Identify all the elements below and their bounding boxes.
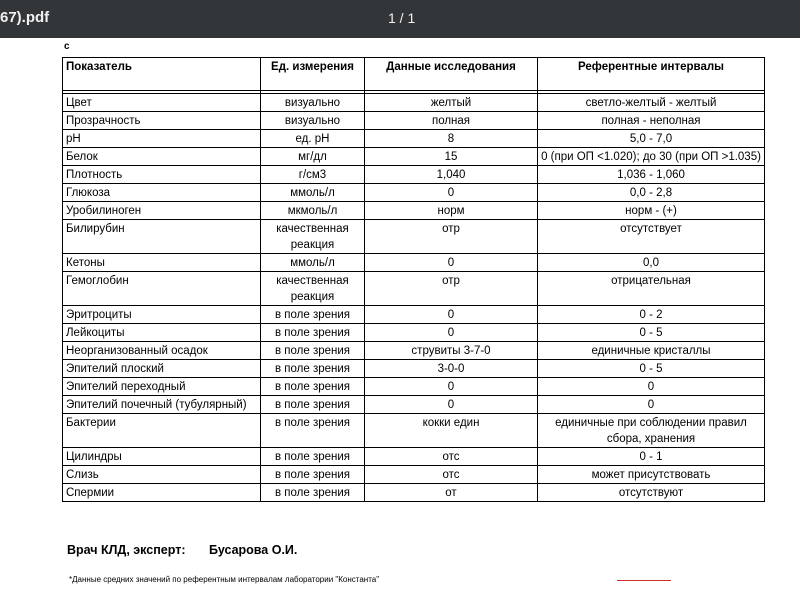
cell-unit: ммоль/л — [261, 184, 365, 202]
cell-unit: ммоль/л — [261, 254, 365, 272]
cell-result: кокки един — [365, 414, 538, 448]
signature-line — [67, 543, 297, 557]
cell-reference: отсутствует — [538, 220, 765, 254]
cell-parameter: Эпителий переходный — [63, 378, 261, 396]
document-title: 67).pdf — [0, 9, 50, 26]
table-row — [63, 466, 765, 484]
cell-result: отс — [365, 466, 538, 484]
table-row — [63, 254, 765, 272]
cell-unit: в поле зрения — [261, 484, 365, 502]
cell-result: полная — [365, 112, 538, 130]
urinalysis-table — [62, 57, 765, 502]
cell-unit: в поле зрения — [261, 466, 365, 484]
cell-parameter: Цилиндры — [63, 448, 261, 466]
cell-result: 0 — [365, 254, 538, 272]
cell-reference: 0 - 5 — [538, 324, 765, 342]
cell-reference: отрицательная — [538, 272, 765, 306]
cell-result: 0 — [365, 378, 538, 396]
table-row — [63, 130, 765, 148]
cell-unit: качественная реакция — [261, 220, 365, 254]
cell-reference: 0 — [538, 378, 765, 396]
cell-reference: 0,0 - 2,8 — [538, 184, 765, 202]
cell-unit: в поле зрения — [261, 448, 365, 466]
cell-reference: 0 - 2 — [538, 306, 765, 324]
cell-parameter: Эритроциты — [63, 306, 261, 324]
table-row — [63, 220, 765, 254]
column-header-result: Данные исследования — [365, 58, 538, 91]
cell-result: 1,040 — [365, 166, 538, 184]
table-row — [63, 396, 765, 414]
table-row — [63, 342, 765, 360]
cell-result: отр — [365, 220, 538, 254]
table-row — [63, 166, 765, 184]
cell-reference: 5,0 - 7,0 — [538, 130, 765, 148]
cell-reference: 1,036 - 1,060 — [538, 166, 765, 184]
table-row — [63, 112, 765, 130]
cell-result: 0 — [365, 396, 538, 414]
cell-unit: в поле зрения — [261, 414, 365, 448]
table-header-row — [63, 58, 765, 91]
cell-parameter: Гемоглобин — [63, 272, 261, 306]
column-header-parameter: Показатель — [63, 58, 261, 91]
table-row — [63, 378, 765, 396]
cell-result: 0 — [365, 324, 538, 342]
page-fragment-text: с — [64, 41, 70, 52]
cell-parameter: Кетоны — [63, 254, 261, 272]
signature-name: Бусарова О.И. — [209, 543, 298, 557]
table-row — [63, 360, 765, 378]
table-row — [63, 448, 765, 466]
cell-unit: в поле зрения — [261, 306, 365, 324]
cell-parameter: Цвет — [63, 94, 261, 112]
cell-parameter: Прозрачность — [63, 112, 261, 130]
cell-result: 15 — [365, 148, 538, 166]
cell-parameter: pH — [63, 130, 261, 148]
cell-result: 0 — [365, 306, 538, 324]
signature-role: Врач КЛД, эксперт: — [67, 543, 186, 557]
cell-result: отс — [365, 448, 538, 466]
cell-reference: 0 - 5 — [538, 360, 765, 378]
cell-parameter: Лейкоциты — [63, 324, 261, 342]
cell-parameter: Уробилиноген — [63, 202, 261, 220]
cell-result: от — [365, 484, 538, 502]
cell-reference: отсутствуют — [538, 484, 765, 502]
table-body — [63, 91, 765, 502]
table-row — [63, 484, 765, 502]
pdf-toolbar — [0, 0, 800, 38]
cell-unit: г/см3 — [261, 166, 365, 184]
cell-parameter: Эпителий почечный (тубулярный) — [63, 396, 261, 414]
cell-reference: единичные кристаллы — [538, 342, 765, 360]
cell-result: 0 — [365, 184, 538, 202]
cell-unit: в поле зрения — [261, 360, 365, 378]
cell-result: струвиты 3-7-0 — [365, 342, 538, 360]
column-header-unit: Ед. измерения — [261, 58, 365, 91]
cell-reference: может присутствовать — [538, 466, 765, 484]
cell-reference: единичные при соблюдении правил сбора, хранения — [538, 414, 765, 448]
cell-parameter: Неорганизованный осадок — [63, 342, 261, 360]
table-row — [63, 148, 765, 166]
cell-unit: в поле зрения — [261, 396, 365, 414]
cell-parameter: Бактерии — [63, 414, 261, 448]
cell-unit: мг/дл — [261, 148, 365, 166]
cell-parameter: Белок — [63, 148, 261, 166]
page-indicator: 1 / 1 — [388, 10, 416, 26]
cell-parameter: Билирубин — [63, 220, 261, 254]
table-row — [63, 414, 765, 448]
cell-reference: 0 — [538, 396, 765, 414]
cell-result: норм — [365, 202, 538, 220]
cell-result: 8 — [365, 130, 538, 148]
stamp-fragment — [617, 580, 671, 593]
cell-reference: 0,0 — [538, 254, 765, 272]
cell-unit: в поле зрения — [261, 342, 365, 360]
table-row — [63, 306, 765, 324]
cell-reference: полная - неполная — [538, 112, 765, 130]
cell-unit: визуально — [261, 94, 365, 112]
cell-result: отр — [365, 272, 538, 306]
table-row — [63, 202, 765, 220]
cell-unit: в поле зрения — [261, 378, 365, 396]
cell-unit: мкмоль/л — [261, 202, 365, 220]
table-row — [63, 184, 765, 202]
table-row — [63, 272, 765, 306]
cell-reference: норм - (+) — [538, 202, 765, 220]
cell-parameter: Плотность — [63, 166, 261, 184]
table-row — [63, 94, 765, 112]
cell-result: 3-0-0 — [365, 360, 538, 378]
cell-reference: 0 (при ОП <1.020); до 30 (при ОП >1.035) — [538, 148, 765, 166]
cell-unit: ед. pH — [261, 130, 365, 148]
cell-reference: светло-желтый - желтый — [538, 94, 765, 112]
cell-parameter: Эпителий плоский — [63, 360, 261, 378]
cell-parameter: Слизь — [63, 466, 261, 484]
cell-unit: качественная реакция — [261, 272, 365, 306]
cell-unit: в поле зрения — [261, 324, 365, 342]
cell-reference: 0 - 1 — [538, 448, 765, 466]
table-row — [63, 324, 765, 342]
footnote: *Данные средних значений по референтным интервалам лаборатории "Константа" — [69, 575, 380, 584]
cell-parameter: Спермии — [63, 484, 261, 502]
cell-unit: визуально — [261, 112, 365, 130]
column-header-reference: Референтные интервалы — [538, 58, 765, 91]
cell-result: желтый — [365, 94, 538, 112]
cell-parameter: Глюкоза — [63, 184, 261, 202]
